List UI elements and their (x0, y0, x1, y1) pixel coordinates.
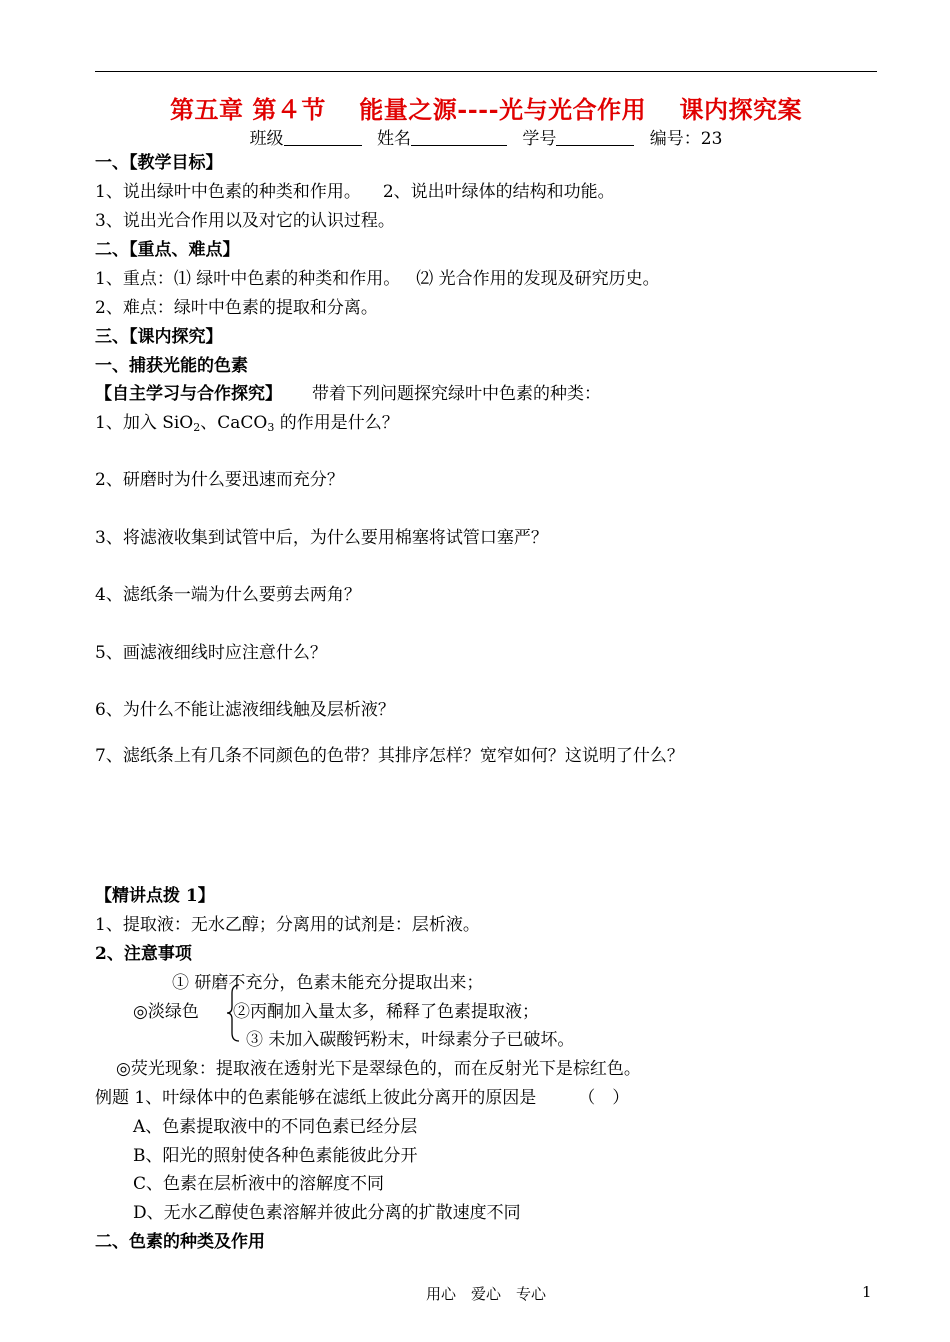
question-2: 2、研磨时为什么要迅速而充分？ (95, 470, 344, 490)
option-c: C、色素在层析液中的溶解度不同 (133, 1174, 385, 1194)
name-blank (411, 128, 507, 146)
self-study-label: 【自主学习与合作探究】 (95, 384, 282, 404)
class-label: 班级 (249, 129, 284, 149)
tips-line-2: 2、注意事项 (95, 944, 192, 964)
note-item-2: ②丙酮加入量太多，稀释了色素提取液； (233, 1002, 539, 1022)
page-title: 第五章 第４节 能量之源----光与光合作用 课内探究案 (170, 95, 802, 124)
fluorescence-note: ◎荧光现象：提取液在透射光下是翠绿色的，而在反射光下是棕红色。 (116, 1059, 641, 1079)
serial-label: 编号：23 (649, 129, 723, 149)
option-b: B、阳光的照射使各种色素能彼此分开 (133, 1146, 418, 1166)
header-rule (95, 71, 877, 72)
difficulty-line: 2、难点：绿叶中色素的提取和分离。 (95, 298, 378, 318)
key-point-line (95, 268, 660, 290)
page-number: 1 (862, 1283, 872, 1301)
self-study-text: 带着下列问题探究绿叶中色素的种类： (312, 384, 601, 404)
objective-1: 1、说出绿叶中色素的种类和作用。 (95, 182, 361, 202)
student-no-label: 学号 (522, 129, 557, 149)
answer-paren: （ ） (578, 1088, 630, 1108)
inquiry-heading: 三、【课内探究】 (95, 327, 223, 347)
question-4: 4、滤纸条一端为什么要剪去两角？ (95, 585, 361, 605)
objective-2: 2、说出叶绿体的结构和功能。 (382, 182, 615, 202)
pigment-types-heading: 二、色素的种类及作用 (95, 1232, 265, 1252)
tips-line-1: 1、提取液：无水乙醇；分离用的试剂是：层析液。 (95, 915, 480, 935)
pale-green-label: ◎淡绿色 (133, 1002, 199, 1022)
class-blank (284, 128, 362, 146)
student-no-blank (556, 128, 634, 146)
question-7: 7、滤纸条上有几条不同颜色的色带？其排序怎样？宽窄如何？这说明了什么？ (95, 746, 684, 766)
question-6: 6、为什么不能让滤液细线触及层析液？ (95, 700, 395, 720)
student-info-line (95, 124, 877, 149)
question-3: 3、将滤液收集到试管中后，为什么要用棉塞将试管口塞严？ (95, 528, 548, 548)
name-label: 姓名 (376, 129, 411, 149)
pigments-subheading: 一、捕获光能的色素 (95, 356, 248, 376)
note-item-3: ③ 未加入碳酸钙粉末，叶绿素分子已破坏。 (246, 1030, 575, 1050)
option-a: A、色素提取液中的不同色素已经分层 (133, 1117, 418, 1137)
question-1: 1、加入 SiO$_2$、CaCO$_3$ 的作用是什么？ (95, 413, 399, 434)
key-points-heading: 二、【重点、难点】 (95, 240, 240, 260)
tips-heading: 【精讲点拨 1】 (95, 886, 215, 906)
objective-3: 3、说出光合作用以及对它的认识过程。 (95, 211, 395, 231)
option-d: D、无水乙醇使色素溶解并彼此分离的扩散速度不同 (133, 1203, 521, 1223)
note-item-1: ① 研磨不充分，色素未能充分提取出来； (172, 973, 484, 993)
objectives-heading: 一、【教学目标】 (95, 153, 223, 173)
question-5: 5、画滤液细线时应注意什么？ (95, 643, 327, 663)
key-point-1: 1、重点：⑴ 绿叶中色素的种类和作用。 (95, 269, 401, 289)
self-study-line (95, 383, 601, 405)
footer-motto: 用心 爱心 专心 (425, 1285, 546, 1303)
example-question: 例题 1、叶绿体中的色素能够在滤纸上彼此分离开的原因是 （ ） (95, 1088, 630, 1108)
key-point-2: ⑵ 光合作用的发现及研究历史。 (416, 269, 660, 289)
objective-line-1 (95, 181, 615, 203)
